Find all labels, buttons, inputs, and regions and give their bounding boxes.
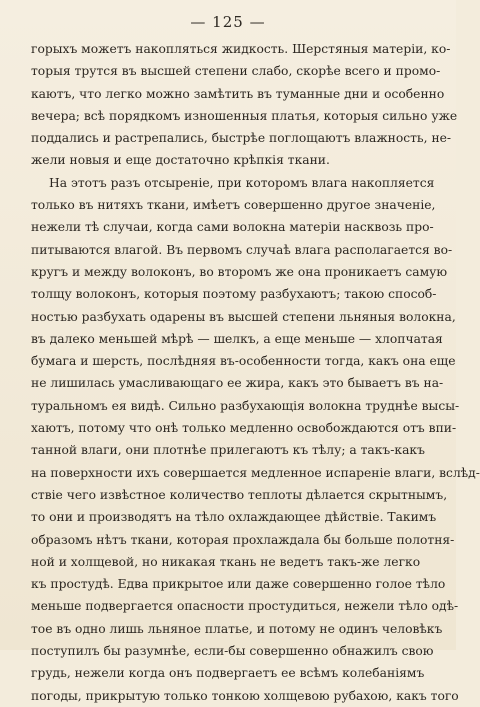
text-line: на поверхности ихъ совершается медленное испареніе влаги, вслѣд- bbox=[31, 465, 480, 480]
body-text bbox=[31, 38, 480, 707]
paragraph bbox=[31, 172, 480, 707]
text-line: вечера; всѣ порядкомъ изношенныя платья, которыя сильно уже bbox=[31, 108, 458, 123]
text-line: ностью разбухать одарены въ высшей степени льняныя волокна, bbox=[31, 309, 456, 324]
text-line: питываются влагой. Въ первомъ случаѣ влага располагается во- bbox=[31, 242, 453, 257]
text-line: поддались и растрепались, быстрѣе поглощаютъ влажность, не- bbox=[31, 131, 452, 146]
text-line: къ простудѣ. Едва прикрытое или даже совершенно голое тѣло bbox=[31, 577, 446, 592]
text-line: меньше подвергается опасности простудиться, нежели тѣло одѣ- bbox=[31, 599, 459, 614]
text-line: только въ нитяхъ ткани, имѣетъ совершенно другое значеніе, bbox=[31, 198, 436, 213]
text-line: хаютъ, потому что онѣ только медленно освобождаются отъ впи- bbox=[31, 421, 457, 436]
text-line: образомъ нѣтъ ткани, которая прохлаждала бы больше полотня- bbox=[31, 532, 455, 547]
text-line: бумага и шерсть, послѣдняя въ-особенности тогда, какъ она еще bbox=[31, 354, 456, 369]
text-line: тое въ одно лишь льняное платье, и потому не одинъ человѣкъ bbox=[31, 621, 443, 636]
text-line: нежели тѣ случаи, когда сами волокна матеріи насквозь про- bbox=[31, 220, 434, 235]
page-number: — 125 — bbox=[190, 13, 266, 31]
text-line: поступилъ бы разумнѣе, если-бы совершенно обнажилъ свою bbox=[31, 644, 434, 659]
text-line: въ далеко меньшей мѣрѣ — шелкъ, а еще меньше — хлопчатая bbox=[31, 331, 443, 346]
paragraph bbox=[31, 38, 458, 172]
text-line: не лишилась умасливающаго ее жира, какъ это бываетъ въ на- bbox=[31, 376, 444, 391]
text-line: торыя трутся въ высшей степени слабо, скорѣе всего и промо- bbox=[31, 64, 441, 79]
text-line: кругъ и между волоконъ, во второмъ же она проникаетъ самую bbox=[31, 264, 448, 279]
text-line: каютъ, что легко можно замѣтить въ туманные дни и особенно bbox=[31, 86, 445, 101]
text-line: На этотъ разъ отсыреніе, при которомъ влага накопляется bbox=[49, 175, 435, 190]
text-line: жели новыя и еще достаточно крѣпкія ткани. bbox=[31, 153, 330, 168]
text-line: туральномъ ея видѣ. Сильно разбухающія волокна труднѣе высы- bbox=[31, 398, 460, 413]
text-line: то они и производятъ на тѣло охлаждающее дѣйствіе. Такимъ bbox=[31, 510, 437, 525]
text-line: погоды, прикрытую только тонкою холщевою рубахою, какъ того bbox=[31, 688, 459, 703]
text-line: горыхъ можетъ накопляться жидкость. Шерстяныя матеріи, ко- bbox=[31, 42, 451, 56]
text-line: танной влаги, они плотнѣе прилегаютъ къ тѣлу; а такъ-какъ bbox=[31, 443, 425, 458]
text-line: грудь, нежели когда онъ подвергаетъ ее всѣмъ колебаніямъ bbox=[31, 666, 425, 681]
text-line: ной и холщевой, но никакая ткань не ведетъ такъ-же легко bbox=[31, 554, 421, 569]
text-line: ствіе чего извѣстное количество теплоты дѣлается скрытнымъ, bbox=[31, 487, 448, 502]
text-line: толщу волоконъ, которыя поэтому разбухаютъ; такою способ- bbox=[31, 287, 437, 302]
